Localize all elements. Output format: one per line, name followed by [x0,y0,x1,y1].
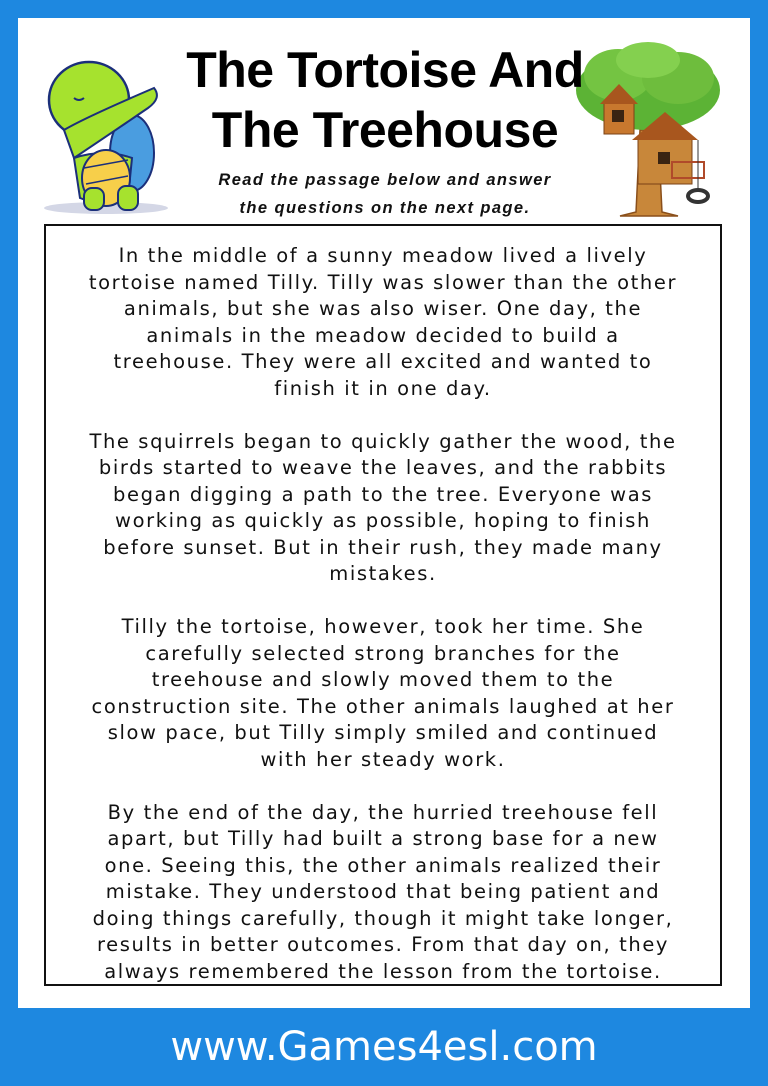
passage-line: before sunset. But in their rush, they made many [103,535,663,559]
passage-line: with her steady work. [260,747,506,771]
passage-line: birds started to weave the leaves, and the rabbits [98,456,668,479]
title-line-2: The Treehouse [211,102,559,158]
passage-line: mistakes. [329,562,437,585]
passage-line: apart, but Tilly had built a strong base for a new [107,827,659,850]
passage-line: construction site. The other animals laughed at her [91,694,675,718]
passage-line: Tilly the tortoise, however, took her time. She [121,615,645,638]
passage-box [44,224,722,986]
instruction-line-1: Read the passage below and answer [218,171,552,189]
passage-line: treehouse. They were all excited and wanted to [113,350,653,373]
passage-line: animals in the meadow decided to build a [146,323,620,347]
passage-line: slow pace, but Tilly simply smiled and continued [107,721,659,744]
passage-paragraph [46,800,720,986]
passage-paragraph [46,243,720,402]
passage-paragraph [46,614,720,773]
passage-line: results in better outcomes. From that day on, they [96,933,670,956]
passage-line: In the middle of a sunny meadow lived a lively [118,244,648,267]
passage-line: carefully selected strong branches for the [145,641,621,665]
passage-line: began digging a path to the tree. Everyone was [113,482,653,506]
passage-paragraph [46,429,720,588]
passage-line: tortoise named Tilly. Tilly was slower than the other [88,270,678,294]
title-line-1: The Tortoise And [186,42,584,98]
instructions [170,166,600,222]
passage-line: one. Seeing this, the other animals realized their [104,853,662,877]
page-title [150,40,620,160]
instruction-line-2: the questions on the next page. [239,199,531,217]
passage-line: The squirrels began to quickly gather the wood, the [89,429,677,453]
passage-line: By the end of the day, the hurried treehouse fell [107,800,659,824]
passage-line: always remembered the lesson from the tortoise. [104,959,662,983]
passage-line: animals, but she was also wiser. One day, the [123,297,643,320]
passage-line: mistake. They understood that being patient and [105,880,661,903]
passage-line: treehouse and slowly moved them to the [151,668,615,691]
passage-line: working as quickly as possible, hoping to finish [115,509,651,532]
footer-url: www.Games4esl.com [170,1024,598,1070]
passage-line: finish it in one day. [274,376,492,400]
passage-text [46,243,720,1012]
passage-line: doing things carefully, though it might take longer, [92,906,674,930]
